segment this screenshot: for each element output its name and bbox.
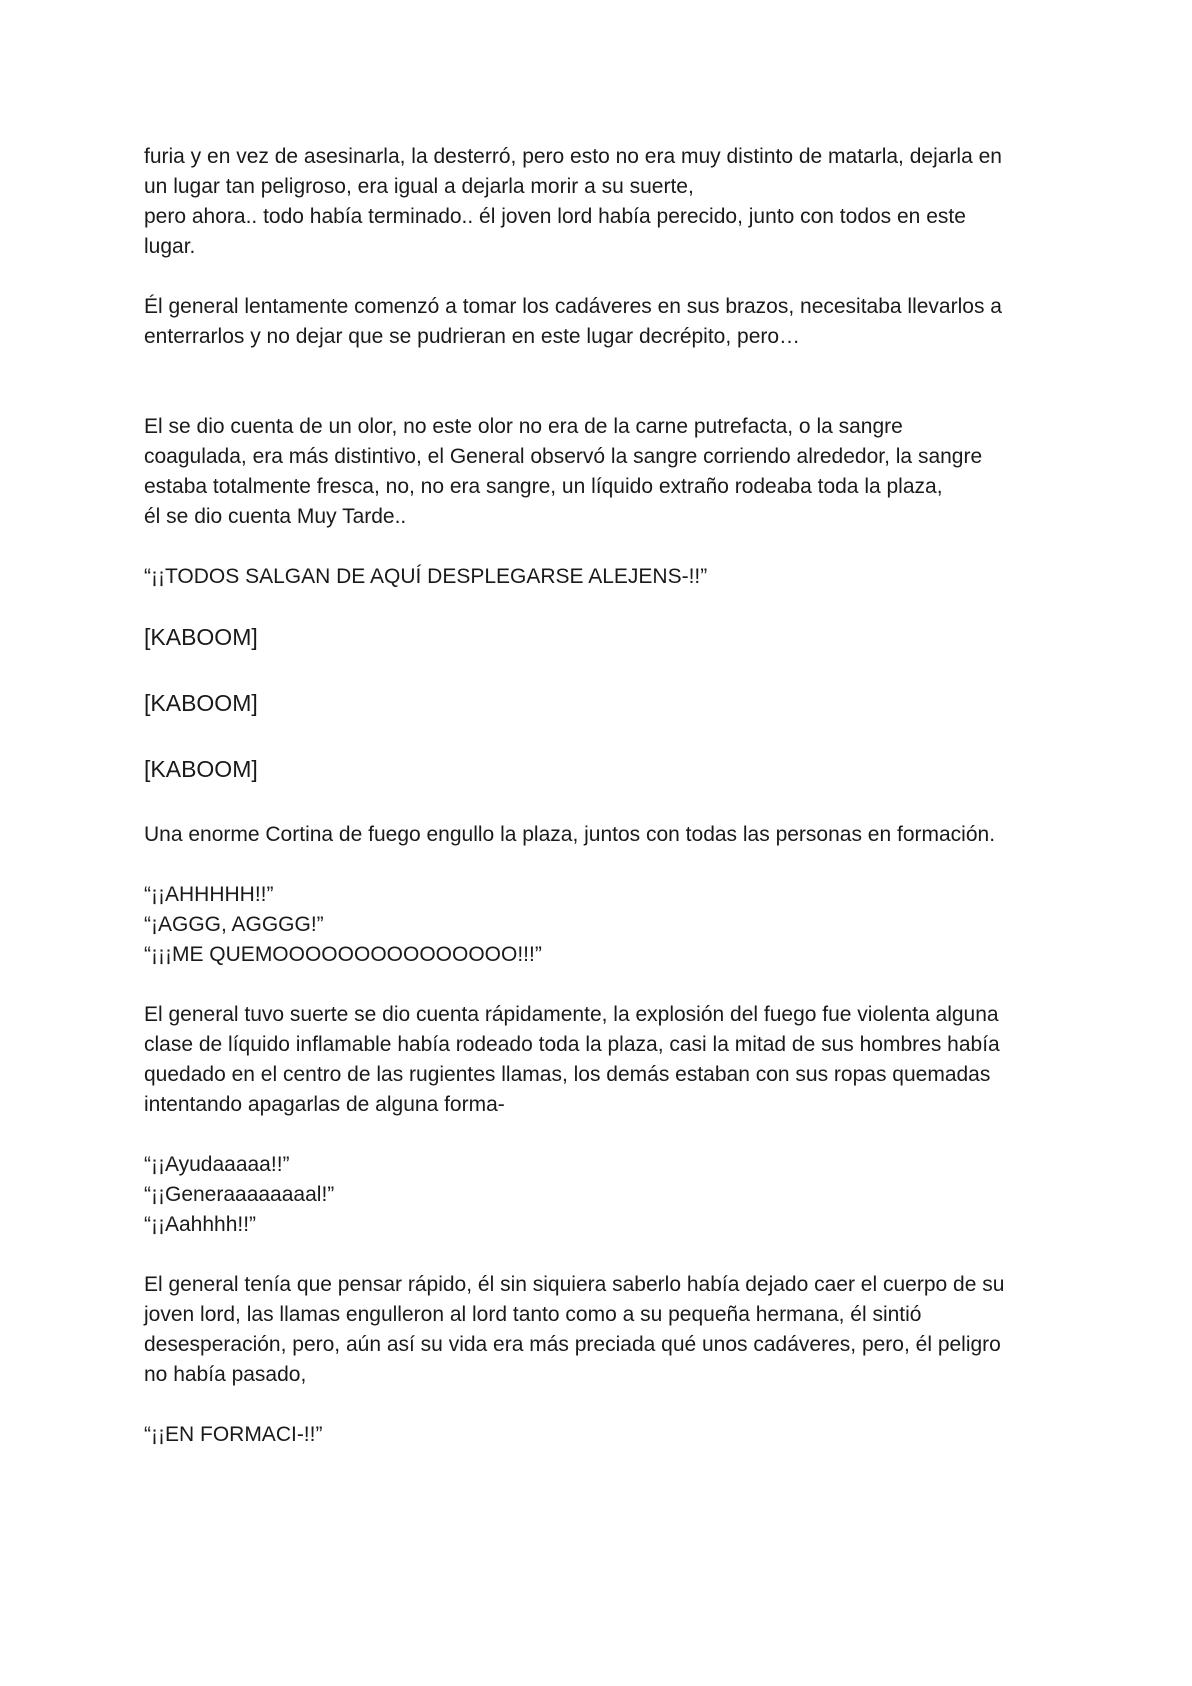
text-line: El general tuvo suerte se dio cuenta rápidamente, la explosión del fuego fue violenta alguna: [144, 1003, 999, 1026]
text-line: no había pasado,: [144, 1363, 307, 1386]
text-line: intentando apagarlas de alguna forma-: [144, 1093, 505, 1116]
dialogue-line: “¡¡Ayudaaaaa!!”: [144, 1153, 290, 1176]
paragraph-fire-curtain: [144, 820, 1064, 850]
text-line: furia y en vez de asesinarla, la desterró, pero esto no era muy distinto de matarla, dejarla en: [144, 145, 1002, 168]
text-line: quedado en el centro de las rugientes llamas, los demás estaban con sus ropas quemadas: [144, 1063, 991, 1086]
text-line: un lugar tan peligroso, era igual a dejarla morir a su suerte,: [144, 175, 694, 198]
dialogue-line: “¡¡Aahhhh!!”: [144, 1213, 257, 1236]
text-line: El se dio cuenta de un olor, no este olor no era de la carne putrefacta, o la sangre: [144, 415, 903, 438]
text-line: El general tenía que pensar rápido, él sin siquiera saberlo había dejado caer el cuerpo de su: [144, 1273, 1005, 1296]
text-line: lugar.: [144, 235, 196, 258]
paragraph-exile: [144, 142, 1064, 262]
text-line: Una enorme Cortina de fuego engullo la plaza, juntos con todas las personas en formación.: [144, 823, 996, 846]
dialogue-line: “¡¡AHHHHH!!”: [144, 883, 274, 906]
dialogue-line: “¡AGGG, AGGGG!”: [144, 913, 324, 936]
dialogue-line: “¡¡TODOS SALGAN DE AQUÍ DESPLEGARSE ALEJENS-!!”: [144, 565, 708, 588]
text-line: estaba totalmente fresca, no, no era sangre, un líquido extraño rodeaba toda la plaza,: [144, 475, 943, 498]
dialogue-line: “¡¡EN FORMACI-!!”: [144, 1423, 323, 1446]
dialogue-screams: [144, 880, 1064, 970]
dialogue-warning: [144, 562, 1064, 592]
sound-effect: [KABOOM]: [144, 624, 258, 650]
dialogue-cries-for-help: [144, 1150, 1064, 1240]
text-line: clase de líquido inflamable había rodeado toda la plaza, casi la mitad de sus hombres había: [144, 1033, 1000, 1056]
document-body: [144, 142, 1064, 1480]
text-line: joven lord, las llamas engulleron al lord tanto como a su pequeña hermana, él sintió: [144, 1303, 922, 1326]
text-line: enterrarlos y no dejar que se pudrieran en este lugar decrépito, pero…: [144, 325, 801, 348]
paragraph-general-carries-bodies: [144, 292, 1064, 352]
dialogue-formation: [144, 1420, 1064, 1450]
blank-line: [144, 382, 1064, 412]
text-line: pero ahora.. todo había terminado.. él joven lord había perecido, junto con todos en este: [144, 205, 966, 228]
sound-effect: [KABOOM]: [144, 690, 258, 716]
text-line: coagulada, era más distintivo, el General observó la sangre corriendo alrededor, la sangre: [144, 445, 983, 468]
sound-effect: [KABOOM]: [144, 756, 258, 782]
paragraph-smell: [144, 412, 1064, 532]
text-line: él se dio cuenta Muy Tarde..: [144, 505, 407, 528]
text-line: desesperación, pero, aún así su vida era más preciada qué unos cadáveres, pero, él peligro: [144, 1333, 1001, 1356]
paragraph-general-decision: [144, 1270, 1064, 1390]
dialogue-line: “¡¡¡ME QUEMOOOOOOOOOOOOOOO!!!”: [144, 943, 542, 966]
dialogue-line: “¡¡Generaaaaaaaal!”: [144, 1183, 335, 1206]
paragraph-explosion: [144, 1000, 1064, 1120]
text-line: Él general lentamente comenzó a tomar los cadáveres en sus brazos, necesitaba llevarlos a: [144, 295, 1002, 318]
